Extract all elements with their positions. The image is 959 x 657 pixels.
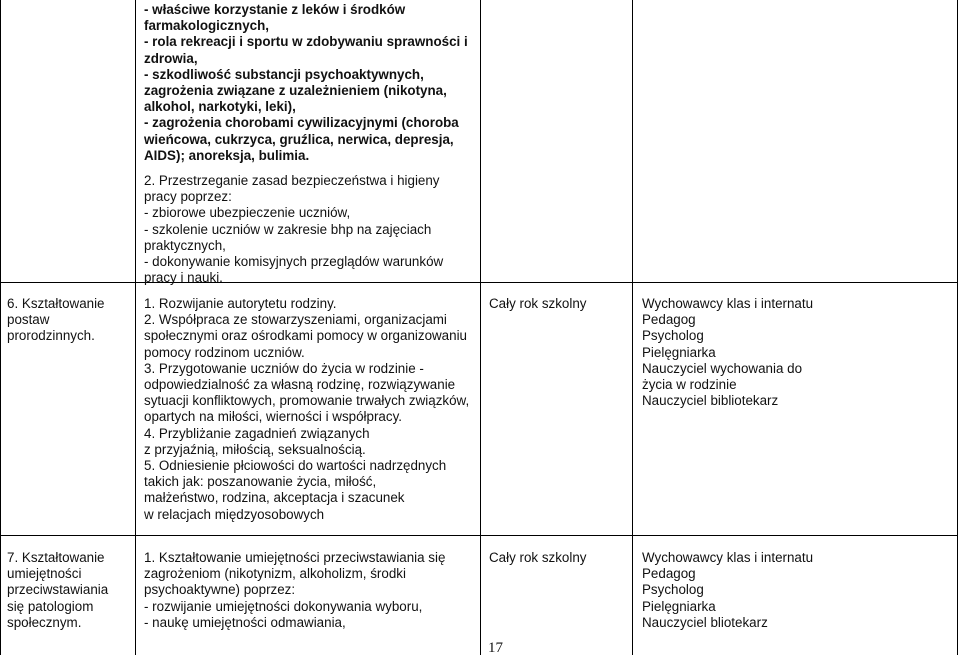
row-divider-2 bbox=[0, 535, 958, 536]
table-border-right bbox=[957, 0, 958, 655]
row7-goal: 7. Kształtowanie umiejętności przeciwstawiania się patologiom społecznym. bbox=[7, 550, 109, 630]
column-divider-2 bbox=[480, 0, 481, 655]
column-divider-3 bbox=[632, 0, 633, 655]
row5-task-2: 2. Przestrzeganie zasad bezpieczeństwa i higieny pracy poprzez: - zbiorowe ubezpieczenie uczniów, - szkolenie uczniów w zakresie bhp na zajęciach praktycznych, - dokonywanie komisyjnych przeglądów warunków pracy i nauki. bbox=[144, 173, 444, 286]
row6-term: Cały rok szkolny bbox=[489, 296, 587, 311]
row7-term: Cały rok szkolny bbox=[489, 550, 587, 565]
page-number: 17 bbox=[488, 640, 503, 656]
row5-tasks-bold: - właściwe korzystanie z leków i środków farmakologicznych, - rola rekreacji i sportu w zdobywaniu sprawności i zdrowia, - szkodliwość substancji psychoaktywnych, zagrożenia związane z uzależnieniem (nikotyna, alkohol, narkotyki, leki), - zagrożenia chorobami cywilizacyjnymi (choroba wieńcowa, cukrzyca, gruźlica, nerwica, depresja, AIDS); anoreksja, bulimia. bbox=[144, 2, 468, 163]
row7-tasks: 1. Kształtowanie umiejętności przeciwstawiania się zagrożeniom (nikotynizm, alkoholizm, środki psychoaktywne) poprzez: - rozwijanie umiejętności dokonywania wyboru, - naukę umiejętności odmawiania, bbox=[144, 550, 446, 630]
row6-responsible: Wychowawcy klas i internatu Pedagog Psycholog Pielęgniarka Nauczyciel wychowania do życia w rodzinie Nauczyciel bibliotekarz bbox=[642, 296, 814, 409]
row7-responsible: Wychowawcy klas i internatu Pedagog Psycholog Pielęgniarka Nauczyciel bliotekarz bbox=[642, 550, 814, 630]
column-divider-1 bbox=[135, 0, 136, 655]
row6-tasks: 1. Rozwijanie autorytetu rodziny. 2. Współpraca ze stowarzyszeniami, organizacjami społecznymi oraz ośrodkami pomocy w organizowaniu pomocy rodzinom uczniów. 3. Przygotowanie uczniów do życia w rodzinie - odpowiedzialność za własną rodzinę, rozwiązywanie sytuacji konfliktowych, promowanie trwałych związków, opartych na miłości, wierności i współpracy. 4. Przybliżanie zagadnień związanych z przyjaźnią, miłością, seksualnością. 5. Odniesienie płciowości do wartości nadrzędnych takich jak: poszanowanie życia, miłość, małżeństwo, rodzina, akceptacja i szacunek w relacjach międzyosobowych bbox=[144, 296, 470, 522]
row6-goal: 6. Kształtowanie postaw prorodzinnych. bbox=[7, 296, 105, 344]
table-border-left bbox=[0, 0, 1, 655]
